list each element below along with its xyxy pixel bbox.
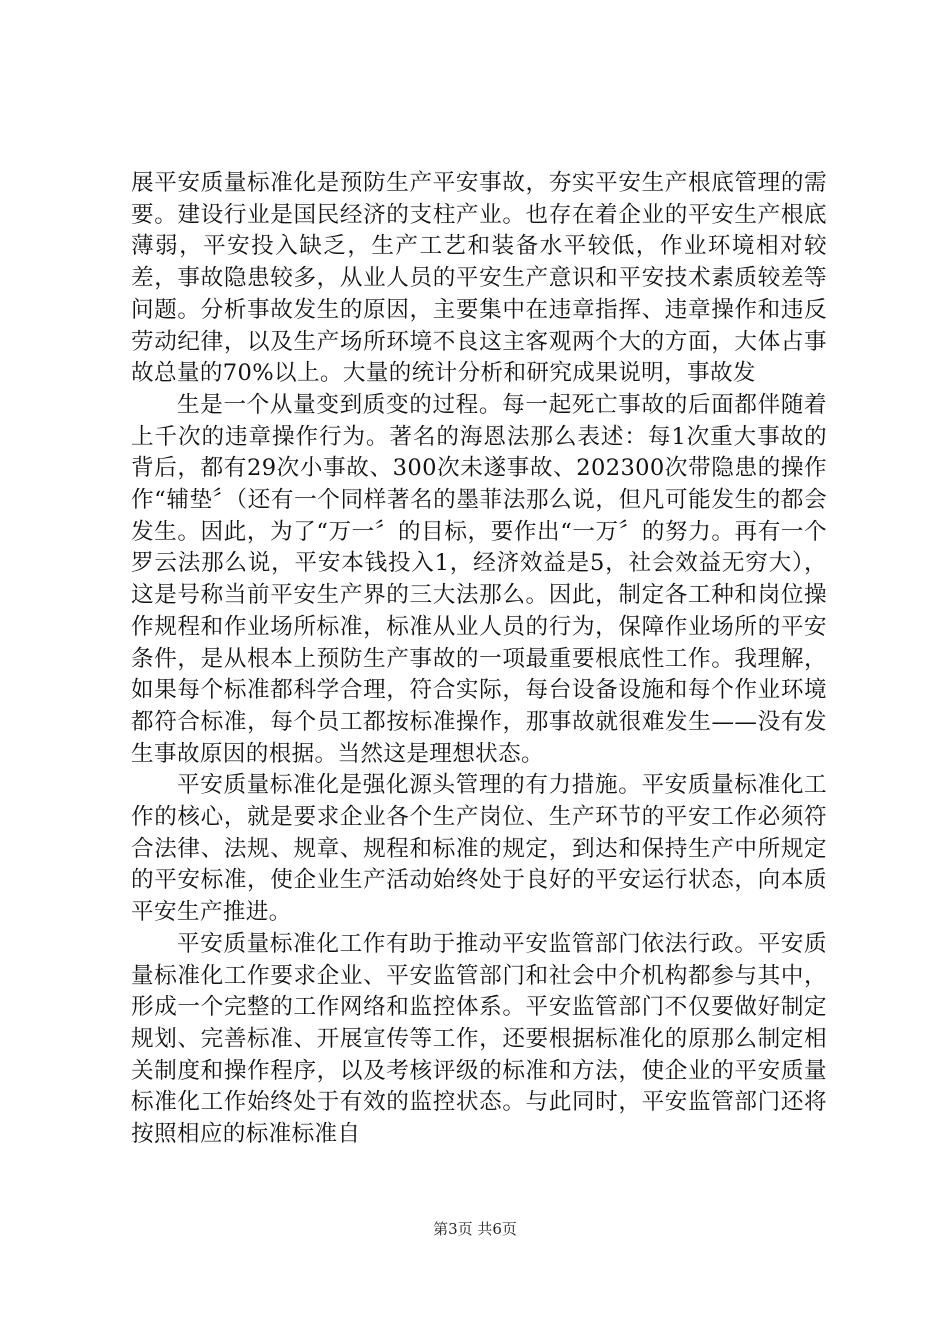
paragraph-accident-theory: 生是一个从量变到质变的过程。每一起死亡事故的后面都伴随着上千次的违章操作行为。著名的海恩法那么表述：每1次重大事故的背后，都有29次小事故、300次未遂事故、202300次带隐患的操作作“辅垫〞（还有一个同样著名的墨菲法那么说，但凡可能发生的都会发生。因此，为了“万一〞的目标，要作出“一万〞的努力。再有一个罗云法那么说，平安本钱投入1，经济效益是5，社会效益无穷大），这是号称当前平安生产界的三大法那么。因此，制定各工种和岗位操作规程和作业场所标准，标准从业人员的行为，保障作业场所的平安条件，是从根本上预防生产事故的一项最重要根底性工作。我理解，如果每个标准都科学合理，符合实际，每台设备设施和每个作业环境都符合标准，每个员工都按标准操作，那事故就很难发生——没有发生事故原因的根据。当然这是理想状态。	[131, 391, 827, 767]
paragraph-source-management: 平安质量标准化是强化源头管理的有力措施。平安质量标准化工作的核心，就是要求企业各个生产岗位、生产环节的平安工作必须符合法律、法规、规章、规程和标准的规定，到达和保持生产中所规定的平安标准，使企业生产活动始终处于良好的平安运行状态，向本质平安生产推进。	[131, 772, 827, 926]
document-body	[131, 168, 827, 1151]
paragraph-supervision: 平安质量标准化工作有助于推动平安监管部门依法行政。平安质量标准化工作要求企业、平安监管部门和社会中介机构都参与其中，形成一个完整的工作网络和监控体系。平安监管部门不仅要做好制定规划、完善标准、开展宣传等工作，还要根据标准化的原那么制定相关制度和操作程序，以及考核评级的标准和方法，使企业的平安质量标准化工作始终处于有效的监控状态。与此同时，平安监管部门还将按照相应的标准标准自	[131, 930, 827, 1148]
paragraph-continuation: 展平安质量标准化是预防生产平安事故，夯实平安生产根底管理的需要。建设行业是国民经济的支柱产业。也存在着企业的平安生产根底薄弱，平安投入缺乏，生产工艺和装备水平较低，作业环境相对较差，事故隐患较多，从业人员的平安生产意识和平安技术素质较差等问题。分析事故发生的原因，主要集中在违章指挥、违章操作和违反劳动纪律，以及生产场所环境不良这主客观两个大的方面，大体占事故总量的70%以上。大量的统计分析和研究成果说明，事故发	[131, 170, 827, 387]
page-number-footer: 第3页 共6页	[433, 1220, 517, 1238]
